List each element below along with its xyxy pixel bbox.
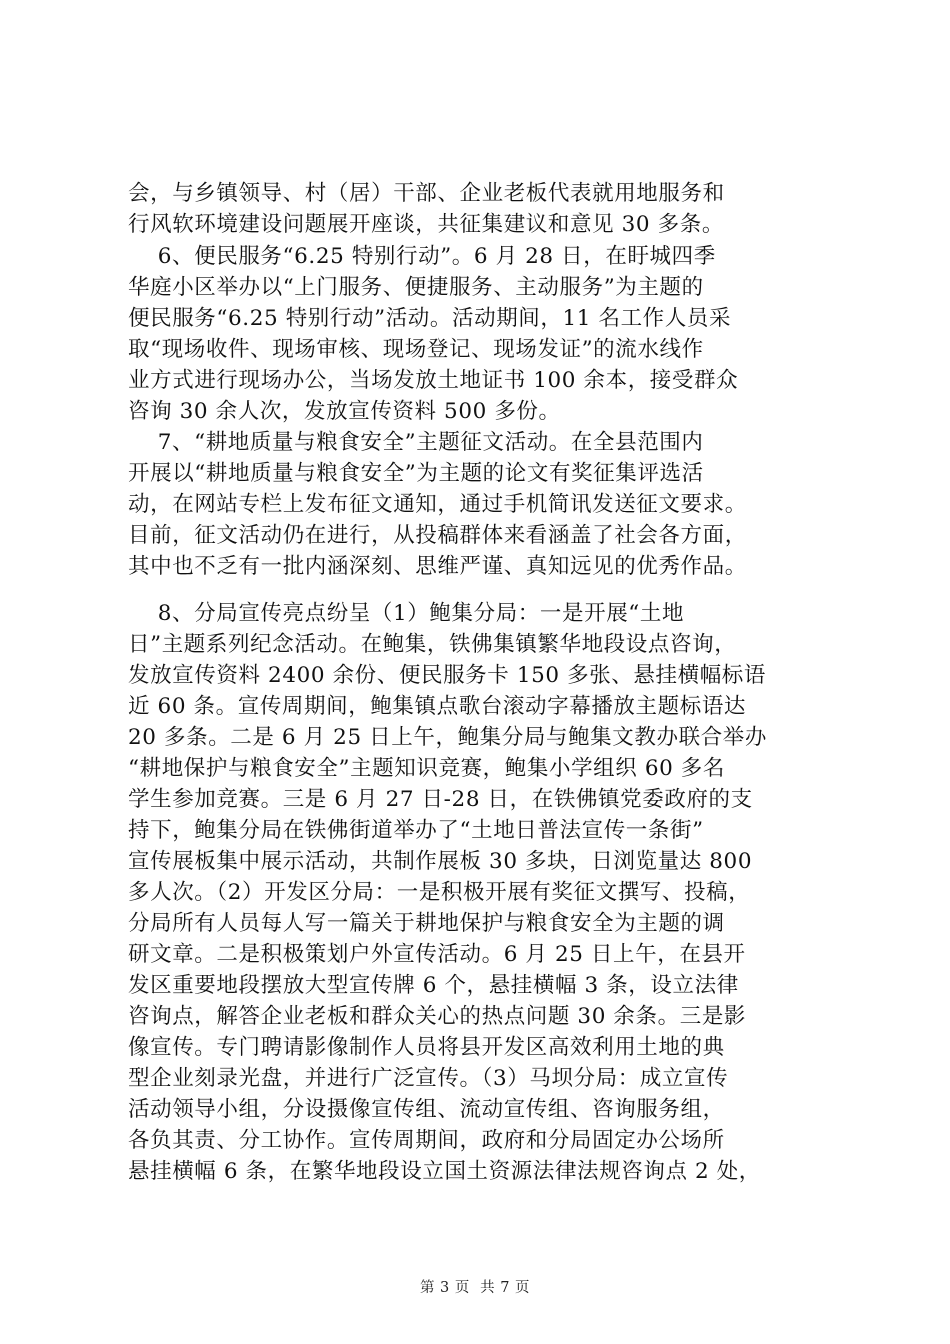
text-line: “耕地保护与粮食安全”主题知识竞赛，鲍集小学组织 60 多名 [128, 756, 726, 781]
text-line: 研文章。二是积极策划户外宣传活动。6 月 25 日上午，在县开 [128, 942, 746, 967]
text-line: 8、分局宣传亮点纷呈（1）鲍集分局：一是开展“土地 [128, 601, 685, 626]
text-line: 像宣传。专门聘请影像制作人员将县开发区高效利用土地的典 [128, 1035, 725, 1060]
text-line: 宣传展板集中展示活动，共制作展板 30 多块，日浏览量达 800 [128, 849, 753, 874]
text-line: 悬挂横幅 6 条，在繁华地段设立国土资源法律法规咨询点 2 处， [128, 1159, 761, 1184]
text-line: 发放宣传资料 2400 余份、便民服务卡 150 多张、悬挂横幅标语 [128, 663, 766, 688]
text-line: 6、便民服务“6.25 特别行动”。6 月 28 日，在盱城四季 [128, 244, 716, 269]
text-line: 取“现场收件、现场审核、现场登记、现场发证”的流水线作 [128, 337, 704, 362]
paragraph-item-6 [128, 241, 828, 427]
text-line: 活动领导小组，分设摄像宣传组、流动宣传组、咨询服务组， [128, 1097, 725, 1122]
paragraph-meeting-continued [128, 178, 828, 240]
text-line: 华庭小区举办以“上门服务、便捷服务、主动服务”为主题的 [128, 275, 704, 300]
text-line: 咨询 30 余人次，发放宣传资料 500 多份。 [128, 399, 561, 424]
text-line: 业方式进行现场办公，当场发放土地证书 100 余本，接受群众 [128, 368, 739, 393]
text-line: 开展以“耕地质量与粮食安全”为主题的论文有奖征集评选活 [128, 461, 704, 486]
text-line: 便民服务“6.25 特别行动”活动。活动期间，11 名工作人员采 [128, 306, 732, 331]
text-line: 分局所有人员每人写一篇关于耕地保护与粮食安全为主题的调 [128, 911, 725, 936]
page-number-footer: 第 3 页 共 7 页 [419, 1280, 531, 1296]
text-line: 行风软环境建设问题展开座谈，共征集建议和意见 30 多条。 [128, 212, 724, 237]
text-line: 学生参加竞赛。三是 6 月 27 日-28 日，在铁佛镇党委政府的支 [128, 787, 753, 812]
text-line: 其中也不乏有一批内涵深刻、思维严谨、真知远见的优秀作品。 [128, 554, 747, 579]
text-line: 型企业刻录光盘，并进行广泛宣传。（3）马坝分局：成立宣传 [128, 1066, 729, 1091]
text-line: 各负其责、分工协作。宣传周期间，政府和分局固定办公场所 [128, 1128, 725, 1153]
text-line: 咨询点，解答企业老板和群众关心的热点问题 30 余条。三是影 [128, 1004, 747, 1029]
text-line: 日”主题系列纪念活动。在鲍集，铁佛集镇繁华地段设点咨询， [128, 632, 737, 657]
paragraph-item-8 [128, 598, 828, 1187]
text-line: 发区重要地段摆放大型宣传牌 6 个，悬挂横幅 3 条，设立法律 [128, 973, 739, 998]
text-line: 目前，征文活动仍在进行，从投稿群体来看涵盖了社会各方面， [128, 523, 747, 548]
text-line: 多人次。（2）开发区分局：一是积极开展有奖征文撰写、投稿， [128, 880, 751, 905]
text-line: 近 60 条。宣传周期间，鲍集镇点歌台滚动字幕播放主题标语达 [128, 694, 747, 719]
text-line: 持下，鲍集分局在铁佛街道举办了“土地日普法宣传一条街” [128, 818, 704, 843]
paragraph-item-7 [128, 427, 828, 582]
text-line: 会，与乡镇领导、村（居）干部、企业老板代表就用地服务和 [128, 181, 725, 206]
text-line: 20 多条。二是 6 月 25 日上午，鲍集分局与鲍集文教办联合举办 [128, 725, 767, 750]
text-line: 动，在网站专栏上发布征文通知，通过手机简讯发送征文要求。 [128, 492, 747, 517]
text-line: 7、“耕地质量与粮食安全”主题征文活动。在全县范围内 [128, 430, 704, 455]
